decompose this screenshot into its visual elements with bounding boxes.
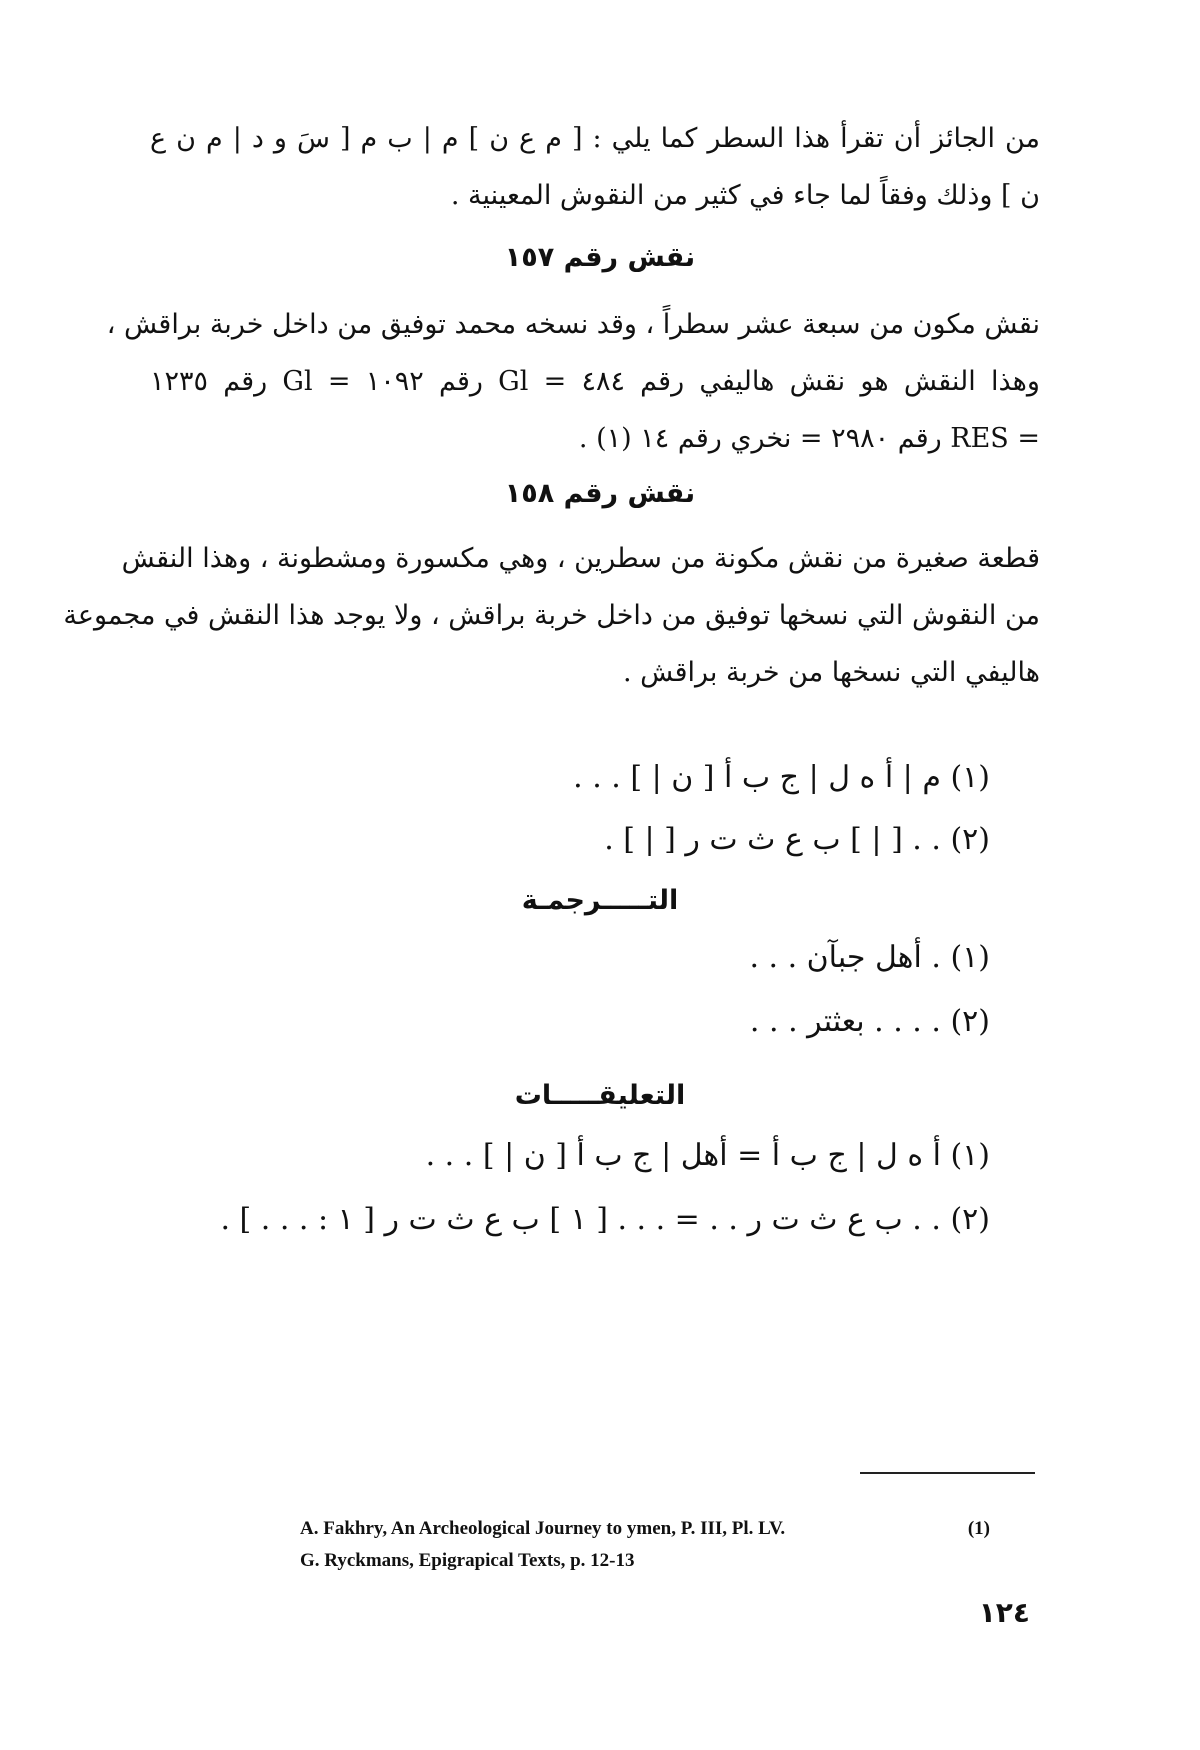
footnote-2 [300,1550,990,1572]
top-paragraph [150,110,1040,224]
inscription-line-1: (١) م | أ ه ل | ج ب أ [ ن | ] . . . [573,760,990,795]
section-157-heading: نقش رقم ١٥٧ [504,242,696,273]
footnote-1-number: (1) [967,1518,990,1539]
translation-line-2: (٢) . . . . بعثتر . . . [749,1004,990,1039]
footnote-2-text: G. Ryckmans, Epigrapical Texts, p. 12-13 [300,1550,635,1571]
paragraph-line: من النقوش التي نسخها توفيق من داخل خربة براقش ، ولا يوجد هذا النقش في مجموعة [63,600,1040,631]
footnote-1-text: A. Fakhry, An Archeological Journey to ymen, P. III, Pl. LV. [300,1518,786,1539]
section-158-heading: نقش رقم ١٥٨ [504,478,696,509]
comments-heading: التعليقـــــات [514,1080,686,1111]
paragraph-line: نقش مكون من سبعة عشر سطراً ، وقد نسخه محمد توفيق من داخل خربة براقش ، [106,309,1040,340]
footnote-1 [300,1518,990,1540]
paragraph-line: = RES رقم ٢٩٨٠ = نخري رقم ١٤ (١) . [578,423,1040,454]
comments-line-1: (١) أ ه ل | ج ب أ = أهل | ج ب أ [ ن | ] . . . [425,1138,990,1173]
section-158-paragraph [63,530,1040,701]
footnote-divider [860,1472,1035,1474]
paragraph-line: ن ] وذلك وفقاً لما جاء في كثير من النقوش المعينية . [450,180,1040,211]
inscription-line-2: (٢) . . [ | ] ب ع ث ت ر [ | ] . [604,822,990,857]
paragraph-line: قطعة صغيرة من نقش مكونة من سطرين ، وهي مكسورة ومشطونة ، وهذا النقش [121,543,1040,574]
section-157-paragraph [106,296,1040,467]
page-number: ١٢٤ [978,1596,1030,1629]
paragraph-line: من الجائز أن تقرأ هذا السطر كما يلي : [ م ع ن ] م | ب م [ سَ و د | م ن ع [150,123,1040,154]
translation-heading: التـــــرجمـة [521,885,679,916]
translation-line-1: (١) . أهل جبآن . . . [749,940,990,975]
paragraph-line: وهذا النقش هو نقش هاليفي رقم ٤٨٤ = Gl رقم ١٠٩٢ = Gl رقم ١٢٣٥ [150,366,1040,397]
paragraph-line: هاليفي التي نسخها من خربة براقش . [623,657,1040,688]
comments-line-2: (٢) . . ب ع ث ت ر . . = . . . [ ١ ] ب ع ث ت ر [ ١ : . . . ] . [220,1202,990,1237]
